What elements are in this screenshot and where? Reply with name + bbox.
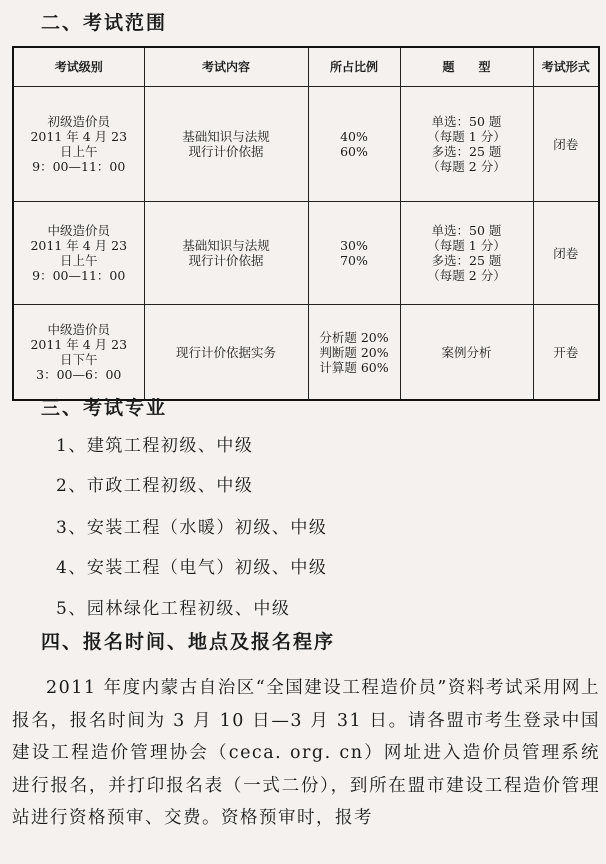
exam-scope-table [12,46,600,401]
list-item: 1、建筑工程初级、中级 [56,436,254,456]
cell-ratio: 40% 60% [308,87,400,202]
table-row [13,202,599,305]
cell-exam-form: 闭卷 [533,202,599,305]
cell-content: 基础知识与法规 现行计价依据 [144,87,308,202]
list-item: 2、市政工程初级、中级 [56,476,254,496]
cell-ratio: 分析题 20% 判断题 20% 计算题 60% [308,305,400,401]
cell-level: 中级造价员 2011 年 4 月 23 日上午 9：00—11：00 [13,202,144,305]
registration-paragraph: 2011 年度内蒙古自治区“全国建设工程造价员”资料考试采用网上报名，报名时间为 3 月 10 日—3 月 31 日。请各盟市考生登录中国建设工程造价管理协会（ceca. org. cn）网址进入造价员管理系统进行报名，并打印报名表（一式二份），到所在盟市建设工程造价管理站进行资格预审、交费。资格预审时，报考 [12,678,600,828]
cell-exam-form: 开卷 [533,305,599,401]
cell-level: 初级造价员 2011 年 4 月 23 日上午 9：00—11：00 [13,87,144,202]
list-item: 3、安装工程（水暖）初级、中级 [56,518,328,538]
header-content: 考试内容 [144,47,308,87]
table-row [13,305,599,401]
cell-content: 基础知识与法规 现行计价依据 [144,202,308,305]
cell-ratio: 30% 70% [308,202,400,305]
header-ratio: 所占比例 [308,47,400,87]
cell-level: 中级造价员 2011 年 4 月 23 日下午 3：00—6：00 [13,305,144,401]
header-level: 考试级别 [13,47,144,87]
list-item: 5、园林绿化工程初级、中级 [56,599,291,619]
table-row [13,87,599,202]
section-title-exam-scope: 二、考试范围 [41,12,168,34]
table-header-row [13,47,599,87]
section-title-exam-majors: 三、考试专业 [41,397,168,419]
cell-question-type: 单选：50 题 （每题 1 分） 多选：25 题 （每题 2 分） [400,87,533,202]
header-exam-form: 考试形式 [533,47,599,87]
cell-content: 现行计价依据实务 [144,305,308,401]
cell-exam-form: 闭卷 [533,87,599,202]
cell-question-type: 单选：50 题 （每题 1 分） 多选：25 题 （每题 2 分） [400,202,533,305]
cell-question-type: 案例分析 [400,305,533,401]
list-item: 4、安装工程（电气）初级、中级 [56,558,328,578]
header-question-type: 题 型 [400,47,533,87]
section-title-registration: 四、报名时间、地点及报名程序 [41,631,336,653]
